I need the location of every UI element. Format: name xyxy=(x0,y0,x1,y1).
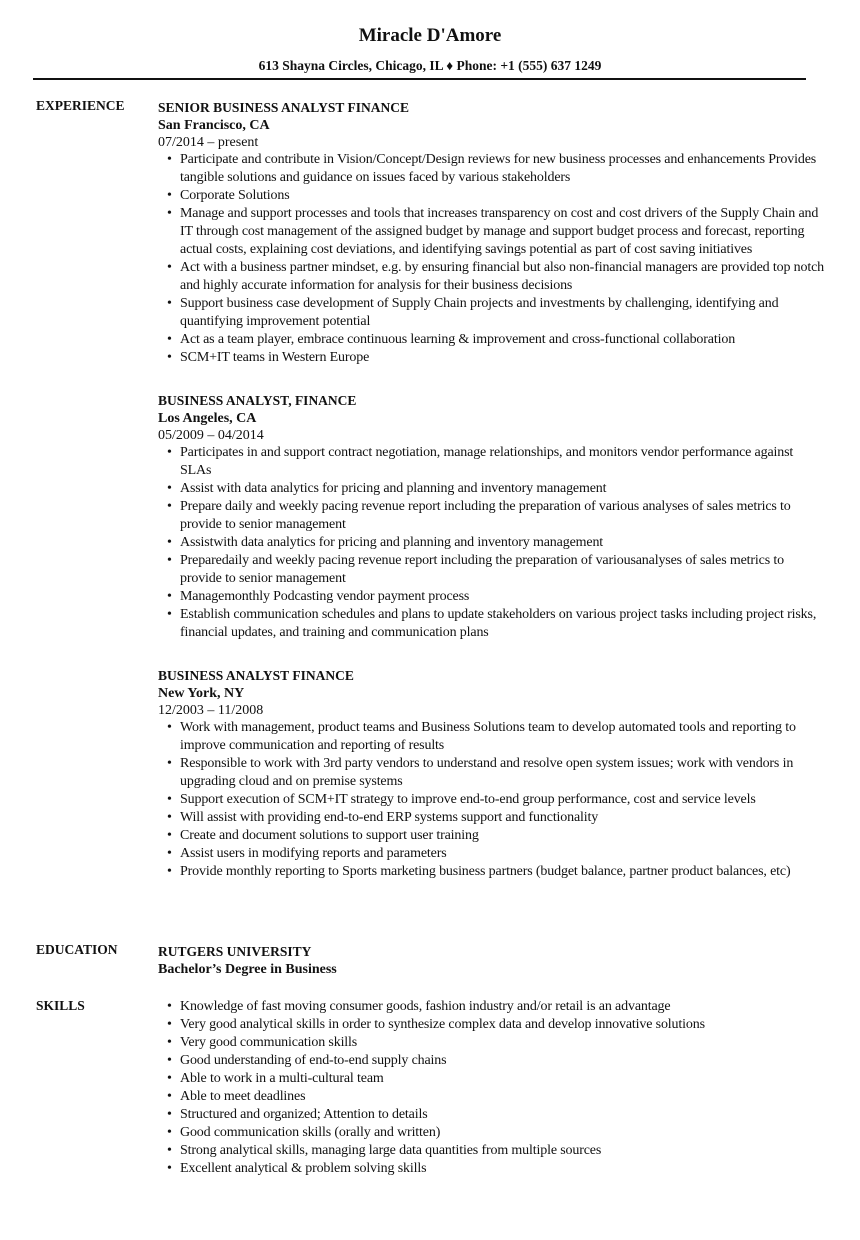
candidate-name: Miracle D'Amore xyxy=(358,25,502,46)
contact-line: 613 Shayna Circles, Chicago, IL ♦ Phone: +1 (555) 637 1249 xyxy=(258,58,602,73)
skill-item: • Knowledge of fast moving consumer goods, fashion industry and/or retail is an advantage xyxy=(180,998,826,1016)
skill-item: • Structured and organized; Attention to details xyxy=(180,1106,826,1124)
education-section xyxy=(36,942,826,978)
job-entry xyxy=(158,391,826,642)
degree: Bachelor’s Degree in Business xyxy=(158,962,337,977)
list-item: • Managemonthly Podcasting vendor payment process xyxy=(180,588,826,606)
job-bullets xyxy=(158,719,826,881)
list-item: • Will assist with providing end-to-end ERP systems support and functionality xyxy=(180,809,826,827)
list-item: • Support business case development of Supply Chain projects and investments by challenging, identifying and quantifying improvement potential xyxy=(180,295,826,331)
list-item: • Act as a team player, embrace continuous learning & improvement and cross-functional collaboration xyxy=(180,331,826,349)
list-item: • Prepare daily and weekly pacing revenue report including the preparation of various analyses of sales metrics to provide to senior management xyxy=(180,498,826,534)
job-list xyxy=(158,98,826,881)
list-item: • Preparedaily and weekly pacing revenue report including the preparation of variousanalyses of sales metrics to provide to senior management xyxy=(180,552,826,588)
job-location: San Francisco, CA xyxy=(158,118,270,133)
list-item: • Responsible to work with 3rd party vendors to understand and resolve open system issues; work with vendors in upgrading cloud and on premise systems xyxy=(180,755,826,791)
list-item: • Support execution of SCM+IT strategy to improve end-to-end group performance, cost and service levels xyxy=(180,791,826,809)
skill-item: • Good communication skills (orally and written) xyxy=(180,1124,826,1142)
skill-item: • Strong analytical skills, managing large data quantities from multiple sources xyxy=(180,1142,826,1160)
list-item: • Assist with data analytics for pricing and planning and inventory management xyxy=(180,480,826,498)
job-title: BUSINESS ANALYST, FINANCE xyxy=(158,393,357,408)
skills-section xyxy=(36,998,826,1178)
section-label-skills: SKILLS xyxy=(36,998,85,1013)
job-dates: 07/2014 – present xyxy=(158,135,259,150)
skill-item: • Excellent analytical & problem solving skills xyxy=(180,1160,826,1178)
job-entry xyxy=(158,666,826,881)
skill-item: • Good understanding of end-to-end supply chains xyxy=(180,1052,826,1070)
list-item: • Assistwith data analytics for pricing and planning and inventory management xyxy=(180,534,826,552)
list-item: • Provide monthly reporting to Sports marketing business partners (budget balance, partner product balances, etc) xyxy=(180,863,826,881)
list-item: • SCM+IT teams in Western Europe xyxy=(180,349,826,367)
job-dates: 05/2009 – 04/2014 xyxy=(158,428,264,443)
section-label-education: EDUCATION xyxy=(36,942,118,957)
skill-item: • Very good communication skills xyxy=(180,1034,826,1052)
skills-list xyxy=(158,998,826,1178)
job-entry xyxy=(158,98,826,367)
list-item: • Manage and support processes and tools that increases transparency on cost and cost drivers of the Supply Chain and IT through cost management of the assigned budget by manage and support budget process and forecast, reporting actual costs, explaining cost deviations, and identifying savings potential as part of cost saving initiatives xyxy=(180,205,826,259)
experience-section xyxy=(36,98,826,905)
section-label-experience: EXPERIENCE xyxy=(36,98,125,113)
list-item: • Participates in and support contract negotiation, manage relationships, and monitors vendor performance against SLAs xyxy=(180,444,826,480)
list-item: • Corporate Solutions xyxy=(180,187,826,205)
job-dates: 12/2003 – 11/2008 xyxy=(158,703,264,718)
list-item: • Create and document solutions to support user training xyxy=(180,827,826,845)
list-item: • Participate and contribute in Vision/Concept/Design reviews for new business processes and enhancements Provides tangible solutions and guidance on issues faced by various stakeholders xyxy=(180,151,826,187)
job-bullets xyxy=(158,444,826,642)
job-bullets xyxy=(158,151,826,367)
skill-item: • Able to meet deadlines xyxy=(180,1088,826,1106)
skill-item: • Able to work in a multi-cultural team xyxy=(180,1070,826,1088)
list-item: • Assist users in modifying reports and parameters xyxy=(180,845,826,863)
list-item: • Work with management, product teams and Business Solutions team to develop automated tools and reporting to improve communication and reporting of results xyxy=(180,719,826,755)
header-divider xyxy=(33,78,806,80)
skill-item: • Very good analytical skills in order to synthesize complex data and develop innovative solutions xyxy=(180,1016,826,1034)
job-title: SENIOR BUSINESS ANALYST FINANCE xyxy=(158,100,409,115)
list-item: • Act with a business partner mindset, e.g. by ensuring financial but also non-financial managers are provided top notch and highly accurate information for analysis for their business decisions xyxy=(180,259,826,295)
job-location: New York, NY xyxy=(158,686,245,701)
job-location: Los Angeles, CA xyxy=(158,411,257,426)
list-item: • Establish communication schedules and plans to update stakeholders on various project tasks including project risks, financial updates, and training and communication plans xyxy=(180,606,826,642)
school-name: RUTGERS UNIVERSITY xyxy=(158,944,312,959)
job-title: BUSINESS ANALYST FINANCE xyxy=(158,668,354,683)
